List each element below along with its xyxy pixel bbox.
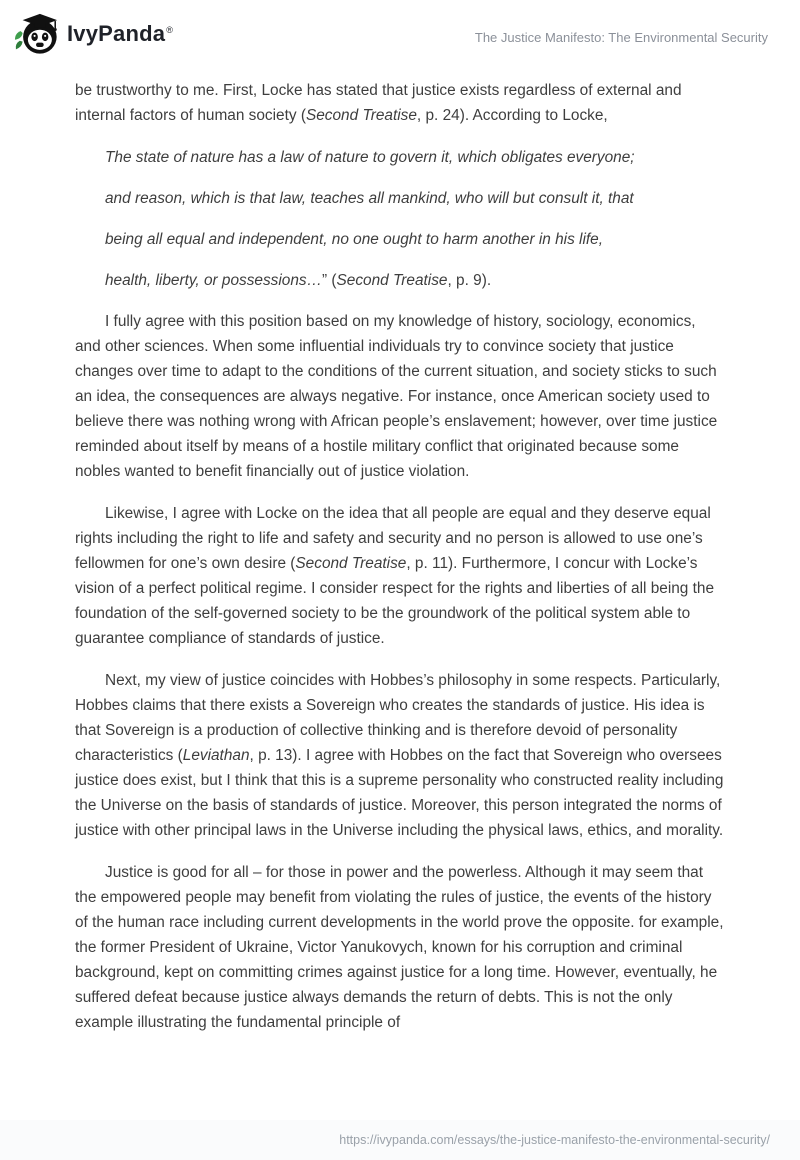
book-title: Leviathan: [182, 747, 250, 764]
essay-body: [0, 60, 800, 1035]
footer: [0, 1120, 800, 1160]
book-title: Second Treatise: [305, 107, 417, 124]
book-title: Second Treatise: [295, 555, 407, 572]
paragraph-1: [75, 78, 725, 128]
brand[interactable]: [14, 11, 173, 57]
paragraph-text: Next, my view of justice coincides with Hobbes’s philosophy in some respects. Particularly, Hobbes claims that there exists a Sovereign who creates the standards of justice. His idea is that Sovereign is a production of collective thinking and is therefore devoid of personality characteristics (: [75, 672, 721, 764]
page-title: The Justice Manifesto: The Environmental Security: [474, 29, 768, 45]
paragraph-5: Justice is good for all – for those in power and the powerless. Although it may seem that the empowered people may benefit from violating the rules of justice, the events of the history of the human race including current developments in the world prove the opposite. for example, the former President of Ukraine, Victor Yanukovych, known for his corruption and criminal background, kept on committing crimes against justice for a long time. However, eventually, he suffered defeat because justice always demands the return of debts. This is not the only example illustrating the fundamental principle of: [75, 864, 724, 1031]
registered-mark: ®: [166, 24, 174, 35]
quote-line: The state of nature has a law of nature to govern it, which obligates everyone;: [105, 149, 635, 166]
paragraph-4: [75, 668, 725, 843]
paragraph-2: I fully agree with this position based on my knowledge of history, sociology, economics, and other sciences. When some influential individuals try to convince society that justice changes over time to adapt to the conditions of the current situation, and society sticks to such an idea, the consequences are always negative. For instance, once American society used to believe there was nothing wrong with African people’s enslavement; however, over time justice reminded about itself by means of a hostile military conflict that originated because some nobles wanted to benefit financially out of justice violation.: [75, 313, 718, 480]
quote-line: being all equal and independent, no one ought to harm another in his life,: [105, 231, 604, 248]
header: [0, 0, 800, 60]
paragraph-text: be trustworthy to me. First, Locke has stated that justice exists regardless of external and internal factors of human society (: [75, 82, 682, 124]
book-title: Second Treatise: [336, 272, 448, 289]
paragraph-3: [75, 501, 725, 651]
ivypanda-panda-logo-icon: [14, 11, 60, 57]
paragraph-text: , p. 24). According to Locke,: [416, 107, 608, 124]
paragraph-text: , p. 13). I agree with Hobbes on the fact that Sovereign who oversees justice does exist, but I think that this is a supreme personality who constructed reality including the Universe on the basis of standards of justice. Moreover, this person integrated the norms of justice with other principal laws in the Universe including the physical laws, ethics, and morality.: [75, 747, 724, 839]
paragraph-text: , p. 11). Furthermore, I concur with Locke’s vision of a perfect political regime. I consider respect for the rights and liberties of all being the foundation of the self-governed society to be the groundwork of the political system able to guarantee compliance of standards of justice.: [75, 555, 715, 647]
paragraph-text: Likewise, I agree with Locke on the idea that all people are equal and they deserve equal rights including the right to life and safety and security and no person is allowed to use one’s fellowmen for one’s own desire (: [75, 505, 711, 572]
quote-line: and reason, which is that law, teaches all mankind, who will but consult it, that: [105, 190, 634, 207]
page-url[interactable]: https://ivypanda.com/essays/the-justice-manifesto-the-environmental-security/: [339, 1133, 770, 1147]
quote-line: health, liberty, or possessions…” (Second Treatise, p. 9).: [105, 272, 492, 289]
blockquote: [105, 145, 725, 293]
brand-name: IvyPanda®: [67, 21, 174, 46]
